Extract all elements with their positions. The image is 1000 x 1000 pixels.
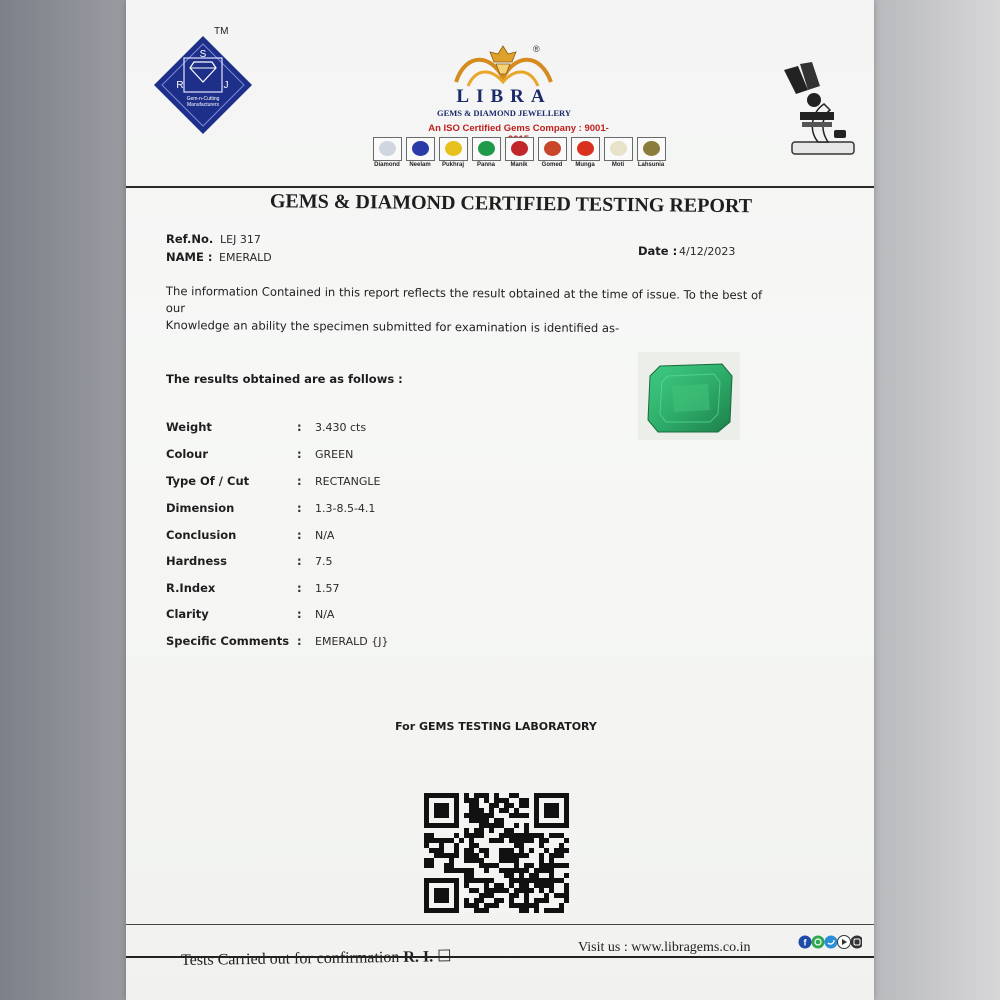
gem-label: Lahsunia — [637, 162, 665, 168]
result-value-rindex: 1.57 — [315, 582, 340, 595]
libra-subtitle: GEMS & DIAMOND JEWELLERY — [436, 108, 572, 118]
registered-mark: ® — [533, 44, 540, 54]
gem-moti — [603, 137, 633, 173]
result-colon: : — [297, 447, 302, 461]
gem-frame — [637, 137, 666, 161]
gem-frame — [505, 137, 534, 161]
gem-frame — [472, 137, 501, 161]
instagram-icon[interactable] — [851, 936, 863, 949]
gem-stone-icon — [610, 141, 627, 156]
checkbox-icon[interactable]: ☐ — [437, 948, 452, 966]
result-label-type-cut: Type Of / Cut — [166, 474, 250, 488]
lab-signature-line: For GEMS TESTING LABORATORY — [395, 720, 597, 733]
gemstone-strip — [372, 137, 672, 173]
gem-label: Panna — [476, 162, 495, 168]
youtube-icon[interactable] — [838, 936, 851, 949]
date-value: 4/12/2023 — [679, 245, 736, 258]
ref-value: LEJ 317 — [220, 233, 261, 246]
result-colon: : — [297, 420, 302, 434]
gem-frame — [571, 137, 600, 161]
result-label-dimension: Dimension — [166, 501, 235, 515]
libra-emblem-icon — [446, 42, 561, 92]
srj-letter-j: J — [223, 80, 229, 91]
result-colon: : — [297, 581, 302, 595]
gem-gomed — [537, 137, 567, 173]
gem-label: Pukhraj — [441, 162, 464, 168]
name-label: NAME : — [166, 250, 213, 264]
certificate-page — [126, 0, 874, 1000]
ref-label: Ref.No. — [166, 232, 214, 246]
result-value-dimension: 1.3-8.5-4.1 — [315, 502, 376, 515]
header-divider — [126, 186, 874, 188]
result-label-rindex: R.Index — [166, 581, 216, 595]
gem-frame — [604, 137, 633, 161]
result-colon: : — [297, 607, 302, 621]
srj-logo — [150, 32, 256, 138]
result-value-weight: 3.430 cts — [315, 421, 367, 434]
gem-manik — [504, 137, 534, 173]
gem-stone-icon — [379, 141, 396, 156]
gem-label: Gomed — [541, 162, 563, 168]
whatsapp-icon[interactable] — [812, 936, 825, 949]
gem-stone-icon — [643, 141, 660, 156]
gem-munga — [570, 137, 600, 173]
srj-tagline-2: Manufacturers — [187, 102, 219, 108]
gem-stone-icon — [511, 141, 528, 156]
result-value-colour: GREEN — [315, 448, 354, 461]
background-left — [0, 0, 128, 1000]
qr-code[interactable] — [424, 793, 569, 913]
gem-frame — [406, 137, 435, 161]
background-right — [872, 0, 1000, 1000]
footer-text: Tests Carried out for confirmation — [180, 948, 400, 969]
gem-label: Moti — [611, 162, 625, 168]
results-heading: The results obtained are as follows : — [166, 372, 403, 386]
result-colon: : — [297, 554, 302, 568]
gem-stone-icon — [544, 141, 561, 156]
result-label-conclusion: Conclusion — [166, 528, 237, 542]
libra-brand-name: LIBRA — [456, 86, 552, 107]
result-value-specific-comments: EMERALD {J} — [315, 635, 389, 648]
trademark-mark: TM — [214, 26, 229, 37]
website-link[interactable]: Visit us : www.libragems.co.in — [578, 940, 751, 955]
gem-stone-icon — [478, 141, 495, 156]
result-value-hardness: 7.5 — [315, 555, 333, 568]
gem-panna — [471, 137, 501, 173]
svg-text:f: f — [803, 937, 807, 948]
iso-certification-line: An ISO Certified Gems Company : 9001- — [428, 123, 609, 134]
facebook-icon[interactable] — [799, 936, 812, 949]
result-label-hardness: Hardness — [166, 554, 227, 568]
result-colon: : — [297, 528, 302, 542]
gem-stone-icon — [412, 141, 429, 156]
gem-frame — [439, 137, 468, 161]
twitter-icon[interactable] — [825, 936, 838, 949]
gem-pukhraj — [438, 137, 468, 173]
date-label: Date : — [638, 244, 678, 258]
footer-divider — [126, 924, 874, 925]
gem-frame — [373, 137, 402, 161]
gem-diamond — [372, 137, 402, 173]
result-label-weight: Weight — [166, 420, 212, 434]
gem-label: Neelam — [409, 162, 431, 168]
intro-paragraph — [166, 283, 766, 338]
gem-label: Manik — [510, 162, 528, 168]
result-colon: : — [297, 474, 302, 488]
confirmation-footer — [181, 946, 452, 970]
result-label-clarity: Clarity — [166, 607, 209, 621]
social-icons — [798, 933, 862, 951]
gem-neelam — [405, 137, 435, 173]
result-colon: : — [297, 634, 302, 648]
name-value: EMERALD — [219, 251, 272, 264]
gem-frame — [538, 137, 567, 161]
result-colon: : — [297, 501, 302, 515]
footer-ri: R. I. — [403, 948, 434, 966]
srj-letter-r: R — [176, 80, 184, 91]
result-label-specific-comments: Specific Comments — [166, 634, 290, 648]
report-title: GEMS & DIAMOND CERTIFIED TESTING REPORT — [269, 190, 753, 218]
result-value-type-cut: RECTANGLE — [315, 475, 381, 488]
srj-tagline-1: Gem-n-Cutting — [186, 96, 220, 102]
gem-label: Diamond — [374, 162, 400, 168]
srj-letter-s: S — [199, 49, 207, 60]
intro-line-2: Knowledge an ability the specimen submitted for examination is identified as- — [165, 317, 620, 336]
intro-line-1: The information Contained in this report reflects the result obtained at the time of issue. To the best of our — [165, 283, 763, 316]
gem-label: Munga — [575, 162, 595, 168]
result-value-clarity: N/A — [315, 608, 335, 621]
gem-stone-icon — [577, 141, 594, 156]
microscope-icon — [778, 60, 860, 160]
emerald-stone-image — [638, 352, 740, 440]
result-label-colour: Colour — [166, 447, 209, 461]
gem-lahsunia — [636, 137, 666, 173]
result-value-conclusion: N/A — [315, 529, 335, 542]
gem-stone-icon — [445, 141, 462, 156]
